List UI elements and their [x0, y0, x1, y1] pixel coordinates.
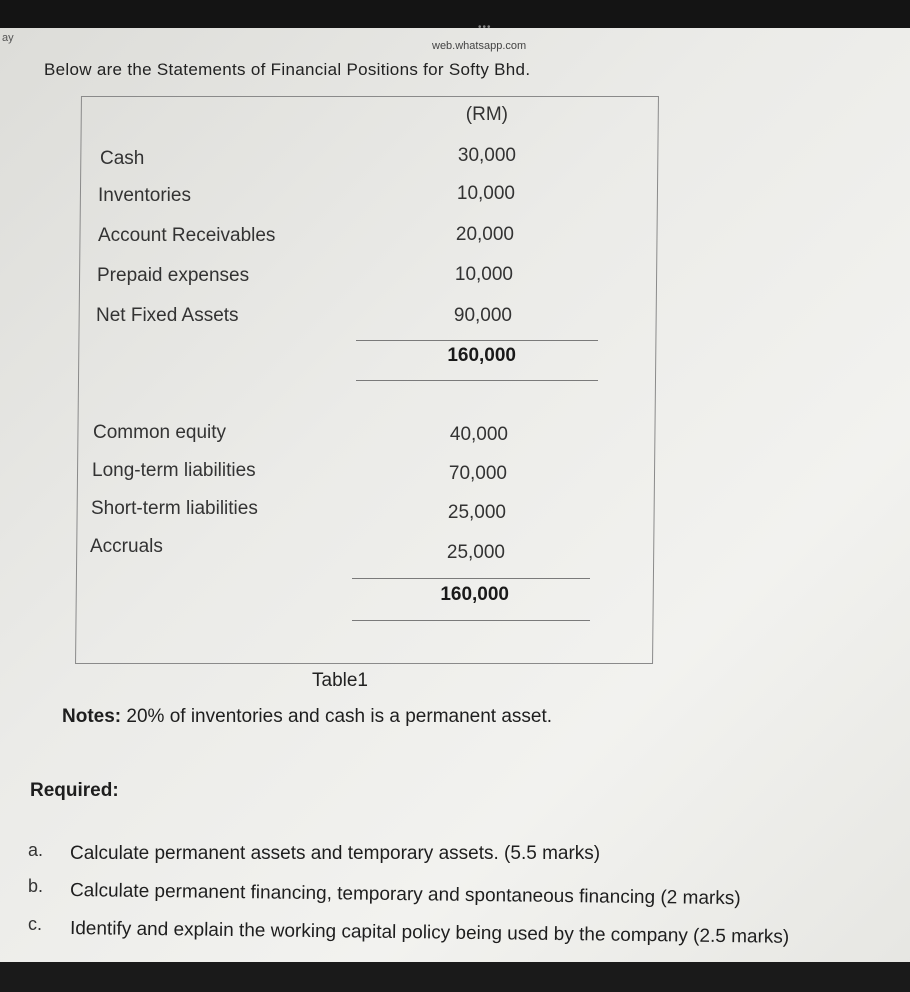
liability-value: 25,000 — [446, 542, 505, 563]
notes — [62, 706, 552, 728]
bottom-dark-bar — [0, 962, 910, 992]
asset-value: 90,000 — [453, 305, 512, 326]
asset-label: Net Fixed Assets — [96, 305, 239, 326]
question-text: Calculate permanent financing, temporary and spontaneous financing (2 marks) — [69, 880, 741, 910]
required-heading: Required: — [30, 780, 119, 801]
currency-header: (RM) — [465, 104, 508, 125]
question-text: Calculate permanent assets and temporary assets. (5.5 marks) — [70, 843, 601, 864]
asset-label: Cash — [100, 148, 145, 169]
asset-value: 10,000 — [456, 183, 515, 204]
liability-value: 70,000 — [448, 463, 507, 484]
liability-label: Common equity — [93, 422, 227, 443]
asset-label: Inventories — [98, 185, 191, 206]
liabilities-total: 160,000 — [440, 584, 509, 605]
notes-text: 20% of inventories and cash is a permanent asset. — [121, 706, 553, 727]
liability-value: 40,000 — [449, 424, 508, 445]
liability-label: Long-term liabilities — [92, 460, 256, 481]
question-letter: a. — [28, 840, 44, 860]
liability-label: Accruals — [90, 536, 163, 557]
total-rule — [356, 340, 598, 341]
liability-value: 25,000 — [447, 502, 506, 523]
assets-total: 160,000 — [447, 345, 516, 366]
asset-label: Account Receivables — [98, 225, 276, 246]
more-options-icon[interactable]: ••• — [478, 22, 492, 33]
asset-value: 10,000 — [454, 264, 513, 285]
total-rule — [356, 380, 598, 381]
total-rule — [352, 620, 590, 621]
asset-value: 20,000 — [455, 224, 514, 245]
corner-text: ay — [2, 32, 14, 44]
question-letter: b. — [28, 876, 44, 896]
table-caption: Table1 — [312, 670, 368, 691]
document-heading: Below are the Statements of Financial Positions for Softy Bhd. — [44, 60, 531, 79]
asset-value: 30,000 — [457, 145, 516, 166]
question-text: Identify and explain the working capital policy being used by the company (2.5 marks) — [69, 918, 790, 948]
top-dark-bar — [0, 0, 910, 28]
asset-label: Prepaid expenses — [97, 265, 250, 286]
page-url: web.whatsapp.com — [432, 40, 527, 52]
question-letter: c. — [28, 914, 43, 934]
total-rule — [352, 578, 590, 579]
notes-label: Notes: — [62, 706, 122, 727]
liability-label: Short-term liabilities — [91, 498, 258, 519]
